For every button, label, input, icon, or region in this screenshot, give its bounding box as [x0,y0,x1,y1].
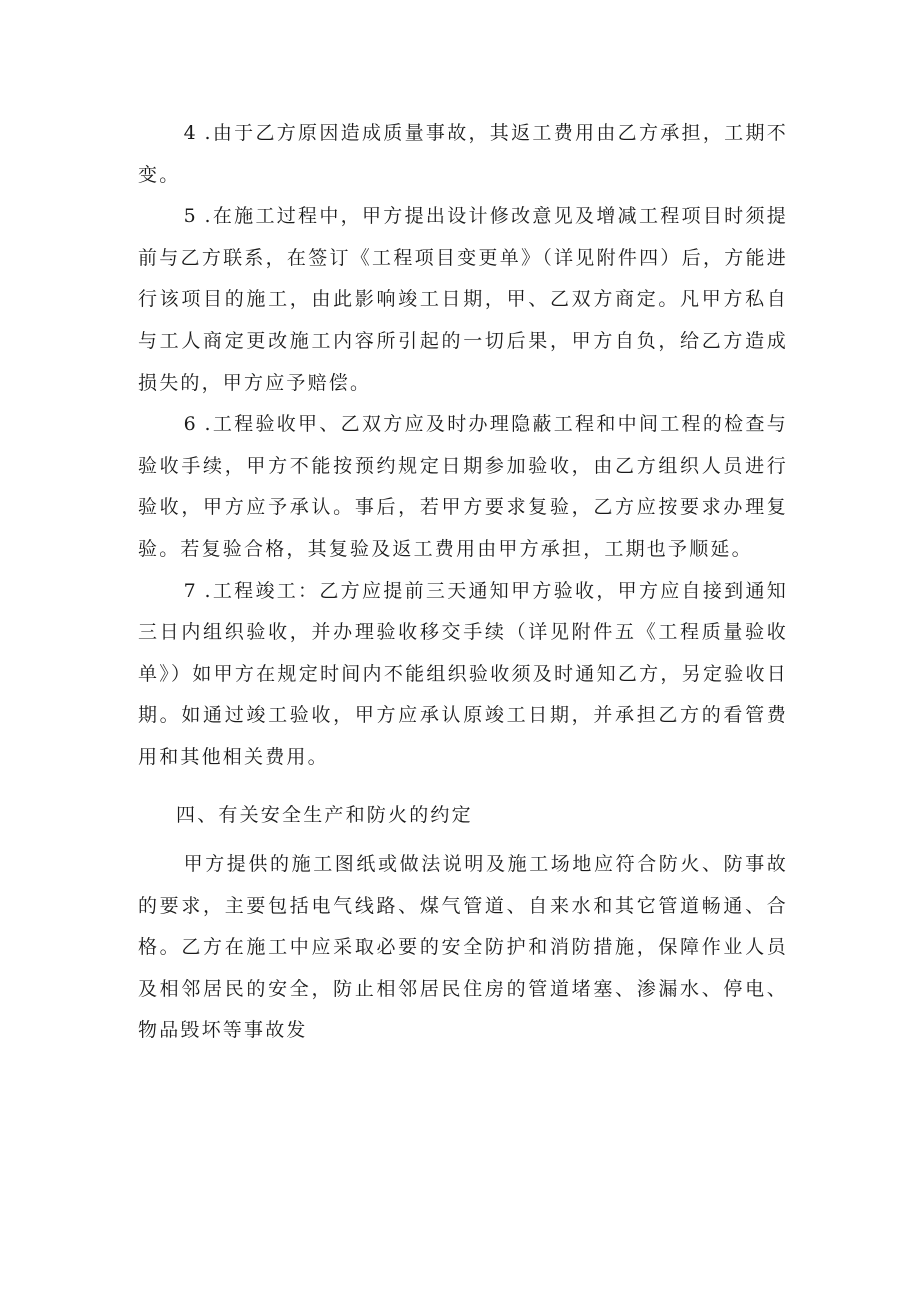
clause-number: 6 [183,413,196,436]
clause-4 [138,113,788,196]
clause-6 [138,404,788,570]
clause-5 [138,196,788,404]
clause-number: 5 [183,205,196,228]
clause-7 [138,571,788,779]
clause-text: .在施工过程中，甲方提出设计修改意见及增减工程项目时须提前与乙方联系，在签订《工程项目变更单》（详见附件四）后，方能进行该项目的施工，由此影响竣工日期，甲、乙双方商定。凡甲方私自与工人商定更改施工内容所引起的一切后果，甲方自负，给乙方造成损失的，甲方应予赔偿。 [138,205,788,394]
clause-number: 4 [183,122,196,144]
clause-text: .工程验收甲、乙双方应及时办理隐蔽工程和中间工程的检查与验收手续，甲方不能按预约规定日期参加验收，由乙方组织人员进行验收，甲方应予承认。事后，若甲方要求复验，乙方应按要求办理复验。若复验合格，其复验及返工费用由甲方承担，工期也予顺延。 [138,413,788,560]
document-body [138,113,788,1052]
section-heading: 四、有关安全生产和防火的约定 [176,803,473,826]
clause-text: .由于乙方原因造成质量事故，其返工费用由乙方承担，工期不变。 [138,122,788,186]
clause-text: .工程竣工：乙方应提前三天通知甲方验收，甲方应自接到通知三日内组织验收，并办理验收移交手续（详见附件五《工程质量验收单》）如甲方在规定时间内不能组织验收须及时通知乙方，另定验收日期。如通过竣工验收，甲方应承认原竣工日期，并承担乙方的看管费用和其他相关费用。 [138,579,788,768]
section-paragraph: 甲方提供的施工图纸或做法说明及施工场地应符合防火、防事故的要求，主要包括电气线路、煤气管道、自来水和其它管道畅通、合格。乙方在施工中应采取必要的安全防护和消防措施，保障作业人员及相邻居民的安全，防止相邻居民住房的管道堵塞、渗漏水、停电、物品毁坏等事故发 [138,853,788,1042]
clause-number: 7 [183,579,196,602]
